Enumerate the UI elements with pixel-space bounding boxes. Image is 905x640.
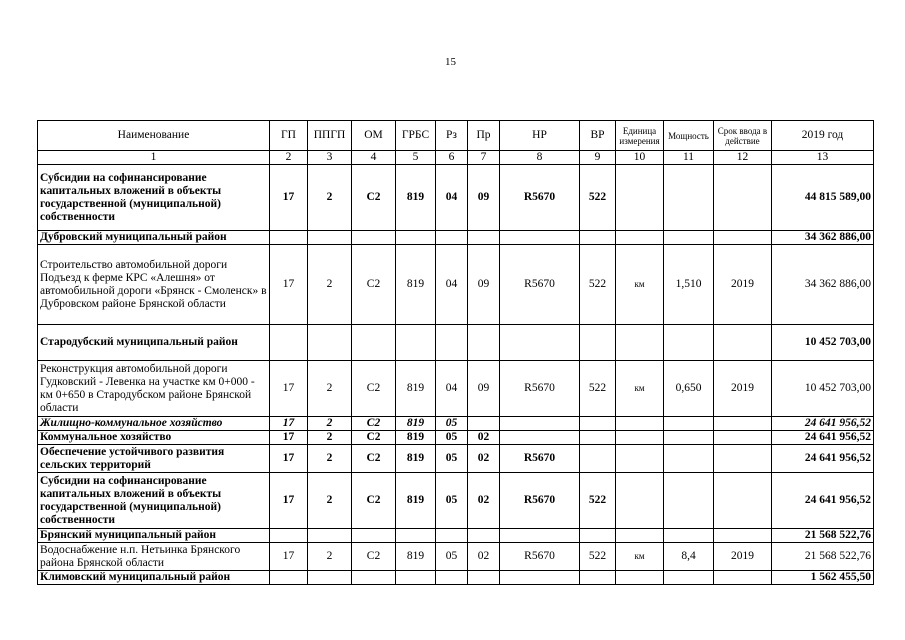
row-code-cell bbox=[616, 445, 664, 473]
row-name-cell: Дубровский муниципальный район bbox=[38, 231, 270, 245]
row-code-cell bbox=[714, 165, 772, 231]
table-row bbox=[38, 361, 874, 417]
header-unit: Единица измерения bbox=[616, 121, 664, 151]
row-amount-cell: 24 641 956,52 bbox=[772, 473, 874, 529]
row-amount-cell: 34 362 886,00 bbox=[772, 231, 874, 245]
table-row bbox=[38, 165, 874, 231]
row-code-cell: С2 bbox=[352, 431, 396, 445]
row-code-cell: С2 bbox=[352, 361, 396, 417]
row-code-cell bbox=[714, 325, 772, 361]
table-row bbox=[38, 543, 874, 571]
row-amount-cell: 21 568 522,76 bbox=[772, 529, 874, 543]
row-code-cell: 2019 bbox=[714, 361, 772, 417]
row-code-cell: С2 bbox=[352, 473, 396, 529]
row-code-cell bbox=[714, 231, 772, 245]
row-code-cell: С2 bbox=[352, 165, 396, 231]
row-code-cell: R5670 bbox=[500, 445, 580, 473]
table-row bbox=[38, 231, 874, 245]
row-code-cell bbox=[308, 571, 352, 585]
row-amount-cell: 44 815 589,00 bbox=[772, 165, 874, 231]
header-year: 2019 год bbox=[772, 121, 874, 151]
row-code-cell: 02 bbox=[468, 473, 500, 529]
index-cell: 7 bbox=[468, 151, 500, 165]
table-row bbox=[38, 417, 874, 431]
row-code-cell: 17 bbox=[270, 245, 308, 325]
row-code-cell: 17 bbox=[270, 165, 308, 231]
row-code-cell: 2019 bbox=[714, 245, 772, 325]
row-code-cell bbox=[616, 325, 664, 361]
row-amount-cell: 10 452 703,00 bbox=[772, 325, 874, 361]
row-code-cell: 522 bbox=[580, 165, 616, 231]
row-name-cell: Субсидии на софинансирование капитальных вложений в объекты государственной (муниципальной) собственности bbox=[38, 165, 270, 231]
row-amount-cell: 24 641 956,52 bbox=[772, 417, 874, 431]
row-code-cell bbox=[714, 529, 772, 543]
row-code-cell: R5670 bbox=[500, 473, 580, 529]
row-code-cell: 2 bbox=[308, 473, 352, 529]
row-code-cell bbox=[270, 529, 308, 543]
row-code-cell: 05 bbox=[436, 543, 468, 571]
row-code-cell: 2 bbox=[308, 431, 352, 445]
row-code-cell bbox=[714, 473, 772, 529]
row-code-cell bbox=[308, 529, 352, 543]
row-code-cell bbox=[500, 231, 580, 245]
row-code-cell: 0,650 bbox=[664, 361, 714, 417]
index-cell: 11 bbox=[664, 151, 714, 165]
row-code-cell: 04 bbox=[436, 245, 468, 325]
row-code-cell: 8,4 bbox=[664, 543, 714, 571]
row-code-cell: 02 bbox=[468, 445, 500, 473]
row-code-cell bbox=[436, 571, 468, 585]
row-code-cell bbox=[664, 571, 714, 585]
row-code-cell: 09 bbox=[468, 245, 500, 325]
row-code-cell bbox=[580, 231, 616, 245]
row-code-cell bbox=[468, 529, 500, 543]
index-cell: 8 bbox=[500, 151, 580, 165]
row-code-cell: 05 bbox=[436, 473, 468, 529]
header-vr: ВР bbox=[580, 121, 616, 151]
row-code-cell bbox=[270, 231, 308, 245]
row-code-cell: 09 bbox=[468, 165, 500, 231]
row-code-cell bbox=[664, 445, 714, 473]
row-code-cell: 819 bbox=[396, 417, 436, 431]
row-code-cell: 2 bbox=[308, 361, 352, 417]
row-code-cell bbox=[500, 417, 580, 431]
row-code-cell bbox=[580, 417, 616, 431]
index-cell: 3 bbox=[308, 151, 352, 165]
row-code-cell: 09 bbox=[468, 361, 500, 417]
row-code-cell: С2 bbox=[352, 445, 396, 473]
row-code-cell: 522 bbox=[580, 473, 616, 529]
row-code-cell: км bbox=[616, 245, 664, 325]
row-name-cell: Стародубский муниципальный район bbox=[38, 325, 270, 361]
row-code-cell bbox=[352, 529, 396, 543]
row-code-cell bbox=[664, 417, 714, 431]
row-code-cell bbox=[580, 445, 616, 473]
header-grbs: ГРБС bbox=[396, 121, 436, 151]
header-commissioning: Срок ввода в действие bbox=[714, 121, 772, 151]
row-code-cell bbox=[616, 571, 664, 585]
header-ppgp: ППГП bbox=[308, 121, 352, 151]
index-cell: 10 bbox=[616, 151, 664, 165]
row-code-cell bbox=[468, 571, 500, 585]
row-code-cell: R5670 bbox=[500, 245, 580, 325]
row-code-cell: С2 bbox=[352, 245, 396, 325]
row-code-cell: 17 bbox=[270, 445, 308, 473]
header-om: ОМ bbox=[352, 121, 396, 151]
row-code-cell bbox=[714, 445, 772, 473]
header-capacity: Мощность bbox=[664, 121, 714, 151]
row-code-cell: 2019 bbox=[714, 543, 772, 571]
row-code-cell: 04 bbox=[436, 361, 468, 417]
row-name-cell: Субсидии на софинансирование капитальных вложений в объекты государственной (муниципальной) собственности bbox=[38, 473, 270, 529]
row-code-cell: 04 bbox=[436, 165, 468, 231]
row-code-cell bbox=[396, 325, 436, 361]
index-cell: 12 bbox=[714, 151, 772, 165]
budget-table bbox=[37, 120, 874, 585]
row-code-cell bbox=[308, 231, 352, 245]
header-pr: Пр bbox=[468, 121, 500, 151]
row-code-cell bbox=[580, 325, 616, 361]
row-code-cell bbox=[396, 529, 436, 543]
row-name-cell: Брянский муниципальный район bbox=[38, 529, 270, 543]
row-code-cell: 819 bbox=[396, 445, 436, 473]
row-amount-cell: 10 452 703,00 bbox=[772, 361, 874, 417]
row-amount-cell: 1 562 455,50 bbox=[772, 571, 874, 585]
row-code-cell bbox=[714, 431, 772, 445]
row-name-cell: Водоснабжение н.п. Нетьинка Брянского района Брянской области bbox=[38, 543, 270, 571]
table-row bbox=[38, 529, 874, 543]
row-code-cell: 17 bbox=[270, 473, 308, 529]
row-code-cell bbox=[270, 571, 308, 585]
row-code-cell: км bbox=[616, 361, 664, 417]
header-name: Наименование bbox=[38, 121, 270, 151]
row-code-cell bbox=[616, 231, 664, 245]
row-code-cell bbox=[500, 571, 580, 585]
row-code-cell bbox=[580, 529, 616, 543]
row-code-cell bbox=[270, 325, 308, 361]
row-code-cell: С2 bbox=[352, 543, 396, 571]
row-code-cell: 1,510 bbox=[664, 245, 714, 325]
row-code-cell bbox=[664, 529, 714, 543]
row-code-cell bbox=[664, 431, 714, 445]
row-code-cell bbox=[468, 231, 500, 245]
row-code-cell: 2 bbox=[308, 165, 352, 231]
row-code-cell bbox=[436, 325, 468, 361]
index-cell: 9 bbox=[580, 151, 616, 165]
row-code-cell bbox=[396, 571, 436, 585]
row-code-cell: 522 bbox=[580, 245, 616, 325]
row-code-cell: 819 bbox=[396, 543, 436, 571]
row-code-cell: 819 bbox=[396, 361, 436, 417]
row-code-cell: 522 bbox=[580, 361, 616, 417]
index-cell: 5 bbox=[396, 151, 436, 165]
row-code-cell bbox=[436, 529, 468, 543]
index-cell: 1 bbox=[38, 151, 270, 165]
row-code-cell bbox=[616, 431, 664, 445]
row-code-cell: R5670 bbox=[500, 543, 580, 571]
row-code-cell: 17 bbox=[270, 417, 308, 431]
row-code-cell bbox=[664, 473, 714, 529]
row-code-cell: R5670 bbox=[500, 361, 580, 417]
row-code-cell bbox=[308, 325, 352, 361]
row-amount-cell: 21 568 522,76 bbox=[772, 543, 874, 571]
column-index-row bbox=[38, 151, 874, 165]
row-code-cell bbox=[664, 231, 714, 245]
row-code-cell bbox=[664, 165, 714, 231]
row-code-cell bbox=[580, 431, 616, 445]
header-rz: Рз bbox=[436, 121, 468, 151]
row-code-cell: 05 bbox=[436, 431, 468, 445]
table-header-row bbox=[38, 121, 874, 151]
table-row bbox=[38, 245, 874, 325]
table-row bbox=[38, 325, 874, 361]
row-code-cell bbox=[500, 431, 580, 445]
row-code-cell: 819 bbox=[396, 431, 436, 445]
row-name-cell: Коммунальное хозяйство bbox=[38, 431, 270, 445]
row-code-cell: 17 bbox=[270, 431, 308, 445]
row-code-cell: R5670 bbox=[500, 165, 580, 231]
row-code-cell bbox=[352, 231, 396, 245]
table-row bbox=[38, 431, 874, 445]
row-code-cell: 02 bbox=[468, 431, 500, 445]
row-code-cell: 17 bbox=[270, 361, 308, 417]
row-code-cell bbox=[616, 473, 664, 529]
row-code-cell: 522 bbox=[580, 543, 616, 571]
row-code-cell bbox=[436, 231, 468, 245]
row-code-cell bbox=[616, 417, 664, 431]
index-cell: 4 bbox=[352, 151, 396, 165]
index-cell: 6 bbox=[436, 151, 468, 165]
page-number: 15 bbox=[445, 56, 456, 68]
row-code-cell bbox=[468, 325, 500, 361]
row-name-cell: Реконструкция автомобильной дороги Гудковский - Левенка на участке км 0+000 - км 0+650 в Стародубском районе Брянской области bbox=[38, 361, 270, 417]
row-name-cell: Жилищно-коммунальное хозяйство bbox=[38, 417, 270, 431]
row-amount-cell: 34 362 886,00 bbox=[772, 245, 874, 325]
row-code-cell bbox=[580, 571, 616, 585]
row-code-cell: км bbox=[616, 543, 664, 571]
row-code-cell: 05 bbox=[436, 417, 468, 431]
row-code-cell: 02 bbox=[468, 543, 500, 571]
row-code-cell bbox=[468, 417, 500, 431]
row-name-cell: Строительство автомобильной дороги Подъезд к ферме КРС «Алешня» от автомобильной дороги «Брянск - Смоленск» в Дубровском районе Брянской области bbox=[38, 245, 270, 325]
row-code-cell: 819 bbox=[396, 165, 436, 231]
row-code-cell: 2 bbox=[308, 417, 352, 431]
row-code-cell bbox=[616, 529, 664, 543]
row-code-cell bbox=[352, 325, 396, 361]
row-code-cell: С2 bbox=[352, 417, 396, 431]
row-code-cell bbox=[396, 231, 436, 245]
row-code-cell bbox=[714, 571, 772, 585]
row-code-cell bbox=[352, 571, 396, 585]
index-cell: 13 bbox=[772, 151, 874, 165]
row-code-cell: 2 bbox=[308, 245, 352, 325]
row-code-cell: 05 bbox=[436, 445, 468, 473]
table-row bbox=[38, 473, 874, 529]
row-code-cell: 2 bbox=[308, 543, 352, 571]
row-name-cell: Обеспечение устойчивого развития сельских территорий bbox=[38, 445, 270, 473]
table-row bbox=[38, 571, 874, 585]
row-name-cell: Климовский муниципальный район bbox=[38, 571, 270, 585]
row-amount-cell: 24 641 956,52 bbox=[772, 445, 874, 473]
row-code-cell: 17 bbox=[270, 543, 308, 571]
index-cell: 2 bbox=[270, 151, 308, 165]
header-gp: ГП bbox=[270, 121, 308, 151]
row-code-cell bbox=[714, 417, 772, 431]
row-code-cell: 2 bbox=[308, 445, 352, 473]
row-code-cell bbox=[500, 325, 580, 361]
table-row bbox=[38, 445, 874, 473]
row-code-cell: 819 bbox=[396, 473, 436, 529]
row-amount-cell: 24 641 956,52 bbox=[772, 431, 874, 445]
row-code-cell bbox=[616, 165, 664, 231]
row-code-cell bbox=[500, 529, 580, 543]
header-nr: НР bbox=[500, 121, 580, 151]
row-code-cell: 819 bbox=[396, 245, 436, 325]
row-code-cell bbox=[664, 325, 714, 361]
